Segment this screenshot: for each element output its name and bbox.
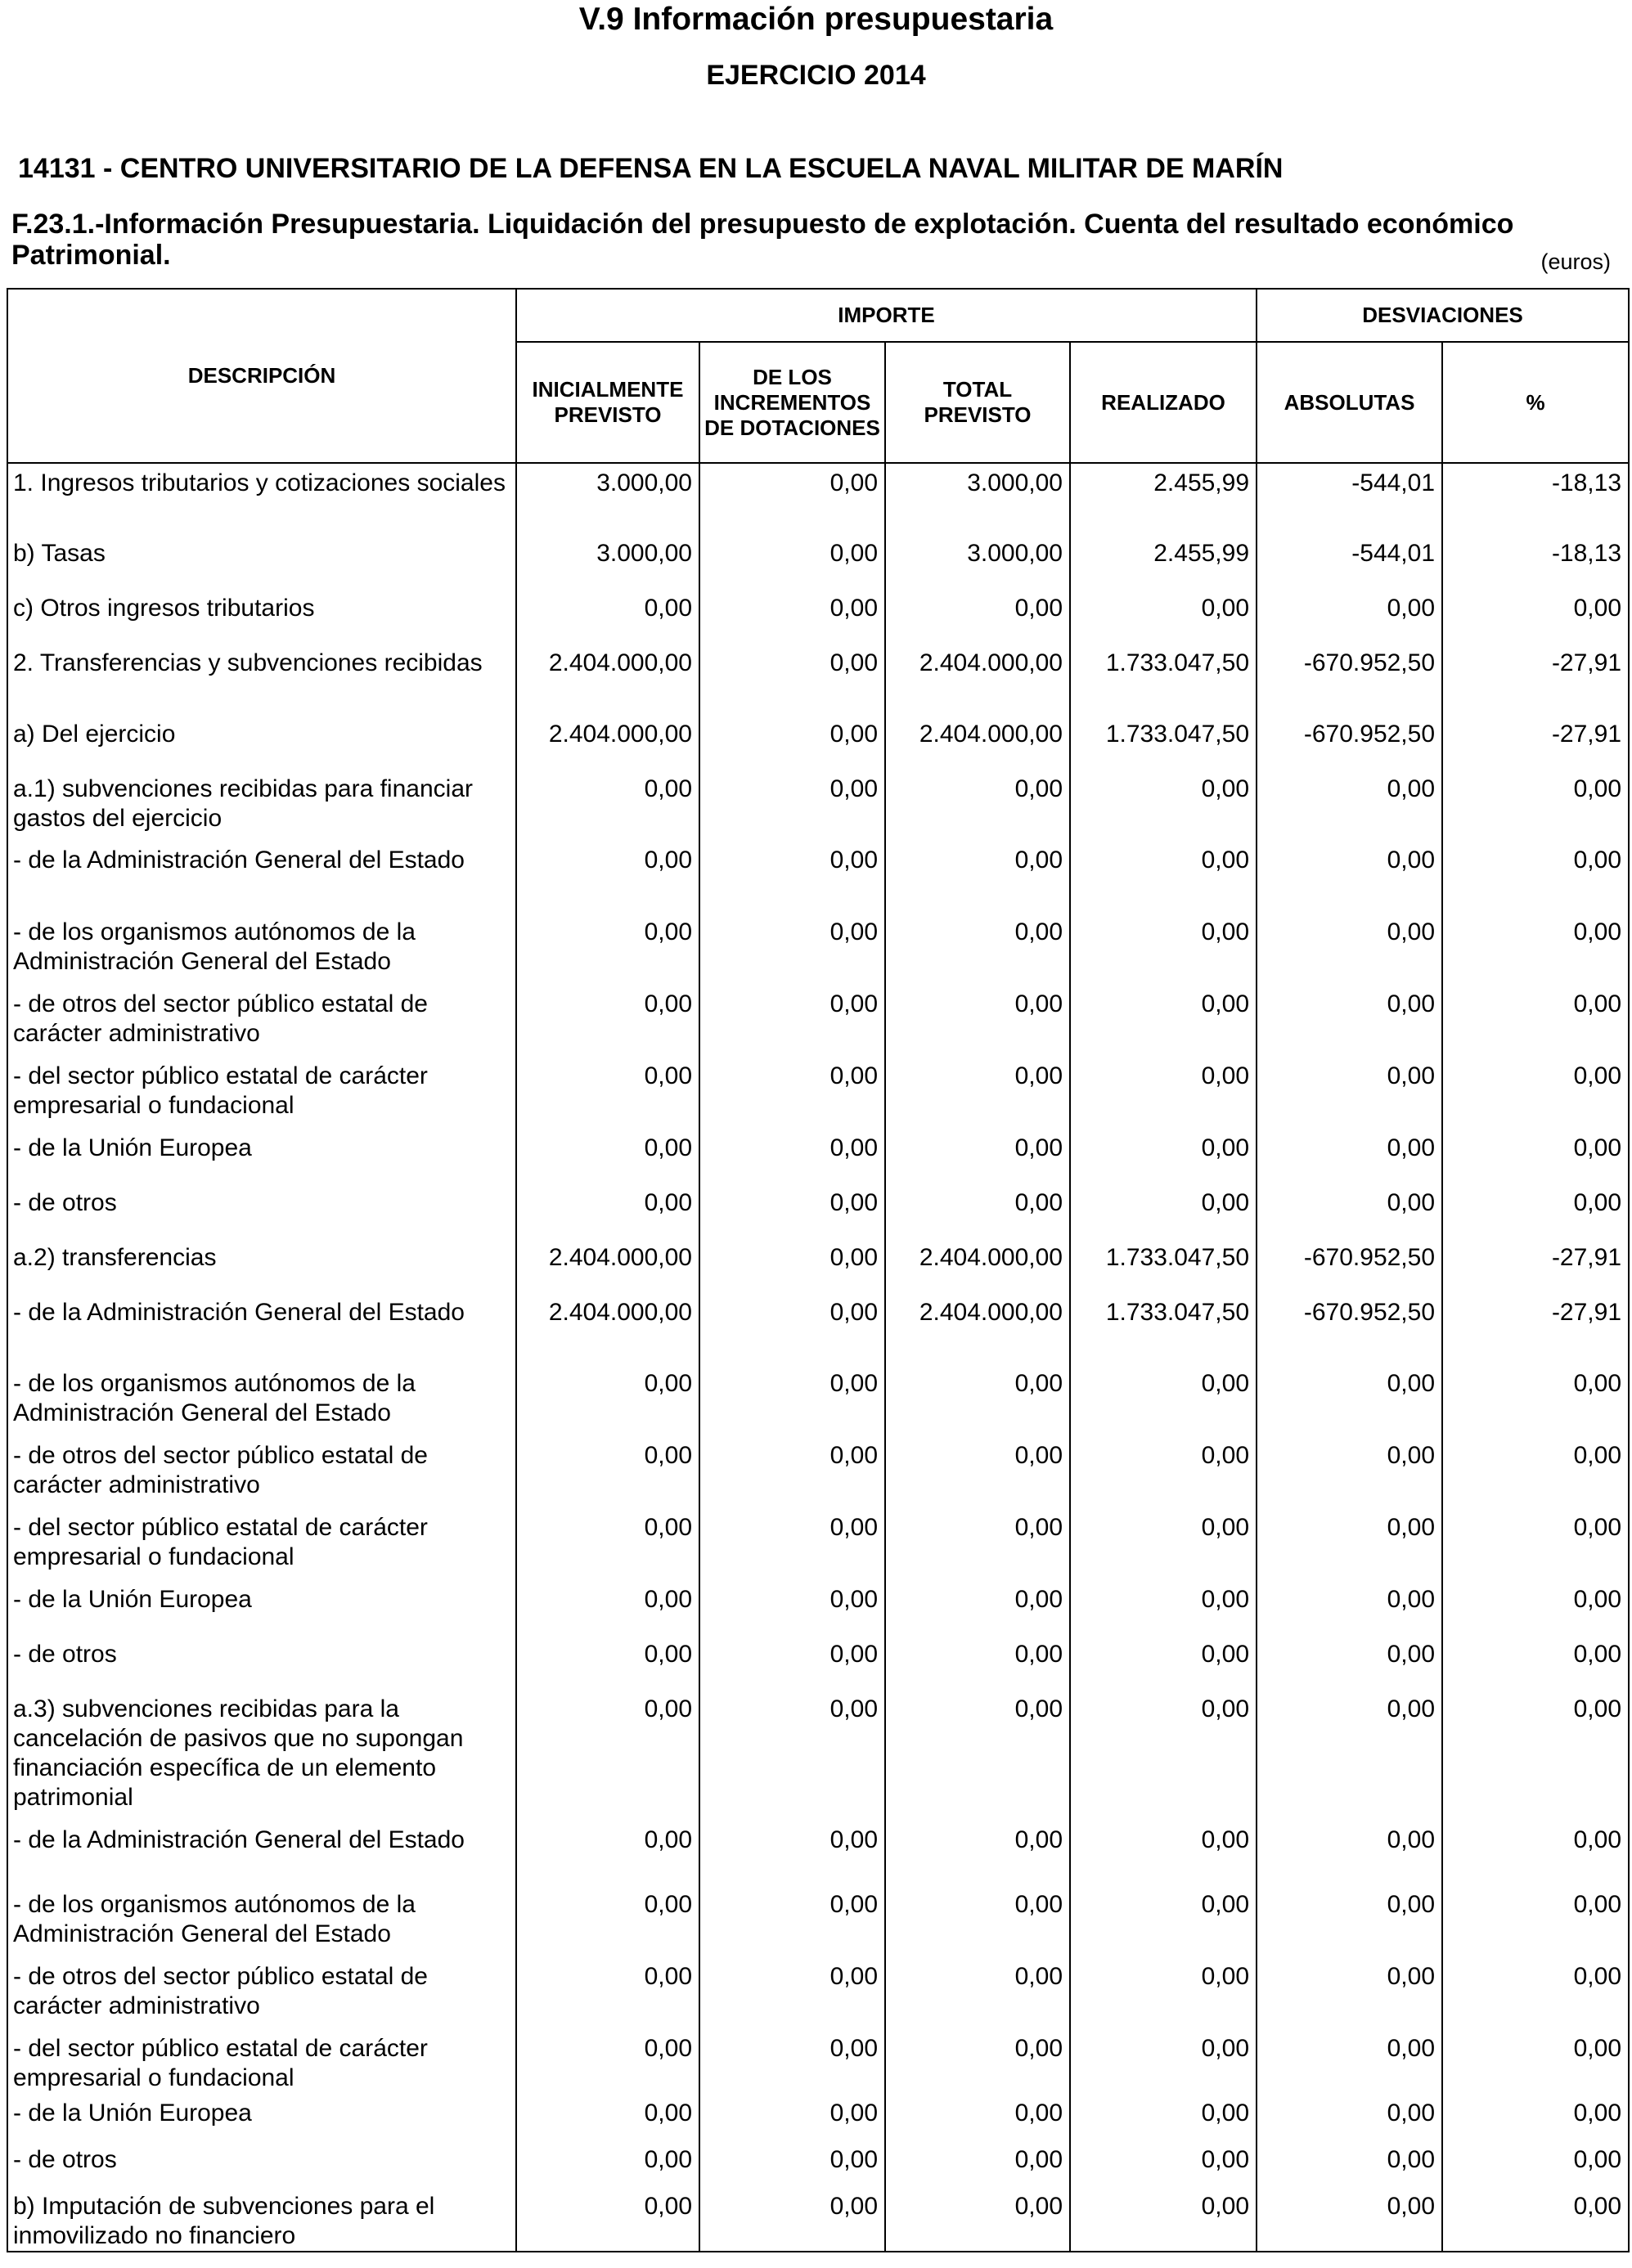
table-row xyxy=(7,770,1629,841)
table-row xyxy=(7,1364,1629,1436)
cell-absolutas: 0,00 xyxy=(1257,770,1442,841)
cell-incrementos: 0,00 xyxy=(699,589,885,644)
row-description: 1. Ingresos tributarios y cotizaciones sociales xyxy=(7,463,516,534)
cell-realizado: 0,00 xyxy=(1070,1821,1257,1885)
cell-pct: 0,00 xyxy=(1442,1436,1629,1508)
fiscal-year-subtitle: EJERCICIO 2014 xyxy=(706,60,926,91)
cell-total: 0,00 xyxy=(885,1821,1070,1885)
table-row xyxy=(7,1508,1629,1580)
cell-total: 0,00 xyxy=(885,1129,1070,1183)
cell-realizado: 0,00 xyxy=(1070,913,1257,985)
cell-total: 0,00 xyxy=(885,1580,1070,1635)
cell-total: 0,00 xyxy=(885,2187,1070,2252)
cell-incrementos: 0,00 xyxy=(699,1293,885,1364)
table-row xyxy=(7,2140,1629,2187)
cell-inicial: 0,00 xyxy=(516,913,699,985)
budget-table xyxy=(7,288,1630,2252)
cell-total: 0,00 xyxy=(885,1690,1070,1821)
cell-pct: -27,91 xyxy=(1442,1238,1629,1293)
cell-inicial: 0,00 xyxy=(516,1957,699,2029)
cell-realizado: 0,00 xyxy=(1070,1364,1257,1436)
cell-pct: 0,00 xyxy=(1442,1821,1629,1885)
cell-incrementos: 0,00 xyxy=(699,913,885,985)
row-description: - de la Unión Europea xyxy=(7,1580,516,1635)
cell-realizado: 0,00 xyxy=(1070,841,1257,913)
table-row xyxy=(7,2094,1629,2140)
row-description: - de la Unión Europea xyxy=(7,1129,516,1183)
table-row xyxy=(7,1821,1629,1885)
header-total-previsto: TOTAL PREVISTO xyxy=(885,342,1070,463)
cell-absolutas: 0,00 xyxy=(1257,1957,1442,2029)
table-row xyxy=(7,2187,1629,2252)
cell-total: 0,00 xyxy=(885,1508,1070,1580)
cell-incrementos: 0,00 xyxy=(699,2029,885,2094)
cell-absolutas: 0,00 xyxy=(1257,1057,1442,1129)
table-row xyxy=(7,463,1629,534)
cell-incrementos: 0,00 xyxy=(699,1821,885,1885)
cell-pct: 0,00 xyxy=(1442,1183,1629,1238)
cell-inicial: 3.000,00 xyxy=(516,463,699,534)
cell-pct: 0,00 xyxy=(1442,913,1629,985)
row-description: - de otros del sector público estatal de carácter administrativo xyxy=(7,1957,516,2029)
cell-absolutas: -544,01 xyxy=(1257,463,1442,534)
row-description: b) Imputación de subvenciones para el inmovilizado no financiero xyxy=(7,2187,516,2252)
cell-total: 0,00 xyxy=(885,913,1070,985)
cell-total: 0,00 xyxy=(885,1436,1070,1508)
cell-pct: 0,00 xyxy=(1442,1580,1629,1635)
cell-absolutas: 0,00 xyxy=(1257,1364,1442,1436)
table-body xyxy=(7,463,1629,2252)
cell-incrementos: 0,00 xyxy=(699,2140,885,2187)
table-row xyxy=(7,534,1629,589)
cell-absolutas: 0,00 xyxy=(1257,1635,1442,1690)
table-row xyxy=(7,1183,1629,1238)
row-description: - de otros del sector público estatal de carácter administrativo xyxy=(7,1436,516,1508)
cell-absolutas: 0,00 xyxy=(1257,589,1442,644)
row-description: b) Tasas xyxy=(7,534,516,589)
cell-absolutas: -670.952,50 xyxy=(1257,1238,1442,1293)
cell-absolutas: 0,00 xyxy=(1257,1821,1442,1885)
cell-absolutas: 0,00 xyxy=(1257,2029,1442,2094)
cell-pct: -18,13 xyxy=(1442,534,1629,589)
row-description: - de otros xyxy=(7,1635,516,1690)
cell-inicial: 0,00 xyxy=(516,589,699,644)
cell-realizado: 0,00 xyxy=(1070,1885,1257,1957)
cell-absolutas: 0,00 xyxy=(1257,1508,1442,1580)
header-desviaciones: DESVIACIONES xyxy=(1257,289,1629,342)
row-description: - de los organismos autónomos de la Administración General del Estado xyxy=(7,1364,516,1436)
cell-total: 3.000,00 xyxy=(885,463,1070,534)
header-inicialmente-previsto: INICIALMENTE PREVISTO xyxy=(516,342,699,463)
header-percent: % xyxy=(1442,342,1629,463)
cell-total: 2.404.000,00 xyxy=(885,644,1070,715)
cell-pct: 0,00 xyxy=(1442,2029,1629,2094)
cell-realizado: 0,00 xyxy=(1070,1635,1257,1690)
table-row xyxy=(7,1238,1629,1293)
cell-inicial: 0,00 xyxy=(516,1580,699,1635)
cell-realizado: 0,00 xyxy=(1070,2140,1257,2187)
form-title: F.23.1.-Información Presupuestaria. Liquidación del presupuesto de explotación. Cuenta del resultado económico Patrimonial. xyxy=(11,209,1514,271)
cell-pct: 0,00 xyxy=(1442,1129,1629,1183)
cell-incrementos: 0,00 xyxy=(699,770,885,841)
entity-heading: 14131 - CENTRO UNIVERSITARIO DE LA DEFENSA EN LA ESCUELA NAVAL MILITAR DE MARÍN xyxy=(18,153,1284,184)
cell-realizado: 0,00 xyxy=(1070,1690,1257,1821)
table-row xyxy=(7,1635,1629,1690)
cell-incrementos: 0,00 xyxy=(699,841,885,913)
row-description: - de otros del sector público estatal de carácter administrativo xyxy=(7,985,516,1057)
cell-realizado: 0,00 xyxy=(1070,1580,1257,1635)
cell-inicial: 3.000,00 xyxy=(516,534,699,589)
cell-total: 2.404.000,00 xyxy=(885,1293,1070,1364)
header-realizado: REALIZADO xyxy=(1070,342,1257,463)
cell-total: 3.000,00 xyxy=(885,534,1070,589)
cell-pct: 0,00 xyxy=(1442,770,1629,841)
cell-incrementos: 0,00 xyxy=(699,1690,885,1821)
cell-absolutas: 0,00 xyxy=(1257,2187,1442,2252)
cell-absolutas: 0,00 xyxy=(1257,2140,1442,2187)
table-row xyxy=(7,1690,1629,1821)
cell-pct: 0,00 xyxy=(1442,1635,1629,1690)
cell-realizado: 0,00 xyxy=(1070,770,1257,841)
cell-inicial: 0,00 xyxy=(516,1129,699,1183)
cell-absolutas: 0,00 xyxy=(1257,1129,1442,1183)
cell-inicial: 2.404.000,00 xyxy=(516,644,699,715)
cell-total: 0,00 xyxy=(885,985,1070,1057)
cell-incrementos: 0,00 xyxy=(699,715,885,770)
cell-total: 0,00 xyxy=(885,589,1070,644)
table-row xyxy=(7,1885,1629,1957)
cell-pct: 0,00 xyxy=(1442,841,1629,913)
cell-absolutas: -670.952,50 xyxy=(1257,715,1442,770)
cell-incrementos: 0,00 xyxy=(699,1635,885,1690)
cell-inicial: 0,00 xyxy=(516,1364,699,1436)
table-row xyxy=(7,913,1629,985)
cell-realizado: 2.455,99 xyxy=(1070,534,1257,589)
cell-total: 2.404.000,00 xyxy=(885,715,1070,770)
cell-realizado: 1.733.047,50 xyxy=(1070,644,1257,715)
table-row xyxy=(7,715,1629,770)
cell-pct: 0,00 xyxy=(1442,2187,1629,2252)
cell-inicial: 0,00 xyxy=(516,770,699,841)
cell-pct: 0,00 xyxy=(1442,1364,1629,1436)
table-row xyxy=(7,1957,1629,2029)
table-row xyxy=(7,644,1629,715)
cell-total: 0,00 xyxy=(885,841,1070,913)
row-description: - del sector público estatal de carácter empresarial o fundacional xyxy=(7,2029,516,2094)
cell-absolutas: -670.952,50 xyxy=(1257,644,1442,715)
cell-pct: 0,00 xyxy=(1442,1508,1629,1580)
table-row xyxy=(7,985,1629,1057)
cell-inicial: 0,00 xyxy=(516,2029,699,2094)
row-description: - de los organismos autónomos de la Administración General del Estado xyxy=(7,1885,516,1957)
cell-pct: 0,00 xyxy=(1442,1957,1629,2029)
row-description: a.1) subvenciones recibidas para financiar gastos del ejercicio xyxy=(7,770,516,841)
cell-realizado: 0,00 xyxy=(1070,1957,1257,2029)
row-description: - de otros xyxy=(7,1183,516,1238)
cell-incrementos: 0,00 xyxy=(699,644,885,715)
cell-absolutas: 0,00 xyxy=(1257,1885,1442,1957)
cell-inicial: 0,00 xyxy=(516,1885,699,1957)
cell-total: 2.404.000,00 xyxy=(885,1238,1070,1293)
cell-pct: 0,00 xyxy=(1442,1690,1629,1821)
cell-total: 0,00 xyxy=(885,2094,1070,2140)
cell-realizado: 0,00 xyxy=(1070,1183,1257,1238)
cell-incrementos: 0,00 xyxy=(699,985,885,1057)
cell-inicial: 0,00 xyxy=(516,1690,699,1821)
cell-total: 0,00 xyxy=(885,2029,1070,2094)
cell-inicial: 0,00 xyxy=(516,2187,699,2252)
cell-inicial: 0,00 xyxy=(516,1057,699,1129)
table-row xyxy=(7,1436,1629,1508)
table-row xyxy=(7,2029,1629,2094)
cell-incrementos: 0,00 xyxy=(699,1129,885,1183)
row-description: a.3) subvenciones recibidas para la cancelación de pasivos que no supongan financiación específica de un elemento patrimonial xyxy=(7,1690,516,1821)
cell-pct: 0,00 xyxy=(1442,1885,1629,1957)
cell-absolutas: 0,00 xyxy=(1257,913,1442,985)
cell-absolutas: 0,00 xyxy=(1257,1580,1442,1635)
cell-total: 0,00 xyxy=(885,1183,1070,1238)
table-row xyxy=(7,1580,1629,1635)
cell-incrementos: 0,00 xyxy=(699,1508,885,1580)
cell-pct: -27,91 xyxy=(1442,715,1629,770)
cell-incrementos: 0,00 xyxy=(699,1364,885,1436)
cell-pct: 0,00 xyxy=(1442,1057,1629,1129)
cell-realizado: 0,00 xyxy=(1070,1057,1257,1129)
cell-absolutas: -544,01 xyxy=(1257,534,1442,589)
cell-incrementos: 0,00 xyxy=(699,463,885,534)
cell-inicial: 0,00 xyxy=(516,1436,699,1508)
cell-pct: 0,00 xyxy=(1442,2094,1629,2140)
cell-inicial: 2.404.000,00 xyxy=(516,1293,699,1364)
header-description: DESCRIPCIÓN xyxy=(7,289,516,463)
cell-incrementos: 0,00 xyxy=(699,1057,885,1129)
cell-total: 0,00 xyxy=(885,1057,1070,1129)
cell-absolutas: 0,00 xyxy=(1257,841,1442,913)
cell-inicial: 0,00 xyxy=(516,985,699,1057)
cell-incrementos: 0,00 xyxy=(699,2187,885,2252)
table-row xyxy=(7,589,1629,644)
cell-realizado: 2.455,99 xyxy=(1070,463,1257,534)
table-row xyxy=(7,1057,1629,1129)
cell-realizado: 0,00 xyxy=(1070,1508,1257,1580)
cell-inicial: 2.404.000,00 xyxy=(516,1238,699,1293)
cell-incrementos: 0,00 xyxy=(699,2094,885,2140)
cell-total: 0,00 xyxy=(885,770,1070,841)
cell-inicial: 0,00 xyxy=(516,1821,699,1885)
cell-incrementos: 0,00 xyxy=(699,1580,885,1635)
cell-realizado: 0,00 xyxy=(1070,1436,1257,1508)
table-row xyxy=(7,1129,1629,1183)
row-description: - de los organismos autónomos de la Administración General del Estado xyxy=(7,913,516,985)
header-incrementos-dotaciones: DE LOS INCREMENTOS DE DOTACIONES xyxy=(699,342,885,463)
cell-inicial: 0,00 xyxy=(516,841,699,913)
cell-inicial: 0,00 xyxy=(516,1508,699,1580)
cell-total: 0,00 xyxy=(885,2140,1070,2187)
cell-pct: 0,00 xyxy=(1442,2140,1629,2187)
cell-pct: -18,13 xyxy=(1442,463,1629,534)
row-description: - de la Unión Europea xyxy=(7,2094,516,2140)
cell-absolutas: 0,00 xyxy=(1257,985,1442,1057)
cell-realizado: 1.733.047,50 xyxy=(1070,1238,1257,1293)
cell-inicial: 0,00 xyxy=(516,2094,699,2140)
cell-realizado: 1.733.047,50 xyxy=(1070,715,1257,770)
row-description: - de la Administración General del Estado xyxy=(7,1293,516,1364)
units-label: (euros) xyxy=(1540,249,1611,274)
cell-realizado: 1.733.047,50 xyxy=(1070,1293,1257,1364)
row-description: - del sector público estatal de carácter empresarial o fundacional xyxy=(7,1508,516,1580)
cell-incrementos: 0,00 xyxy=(699,1183,885,1238)
cell-realizado: 0,00 xyxy=(1070,985,1257,1057)
row-description: - de la Administración General del Estado xyxy=(7,841,516,913)
row-description: a) Del ejercicio xyxy=(7,715,516,770)
cell-incrementos: 0,00 xyxy=(699,1885,885,1957)
row-description: a.2) transferencias xyxy=(7,1238,516,1293)
cell-total: 0,00 xyxy=(885,1885,1070,1957)
cell-pct: -27,91 xyxy=(1442,644,1629,715)
row-description: - del sector público estatal de carácter empresarial o fundacional xyxy=(7,1057,516,1129)
cell-absolutas: 0,00 xyxy=(1257,1183,1442,1238)
row-description: c) Otros ingresos tributarios xyxy=(7,589,516,644)
cell-inicial: 0,00 xyxy=(516,1183,699,1238)
row-description: - de otros xyxy=(7,2140,516,2187)
cell-pct: 0,00 xyxy=(1442,985,1629,1057)
page-title: V.9 Información presupuestaria xyxy=(578,2,1054,37)
cell-realizado: 0,00 xyxy=(1070,2187,1257,2252)
cell-incrementos: 0,00 xyxy=(699,1957,885,2029)
cell-absolutas: -670.952,50 xyxy=(1257,1293,1442,1364)
header-importe: IMPORTE xyxy=(516,289,1257,342)
cell-incrementos: 0,00 xyxy=(699,534,885,589)
cell-incrementos: 0,00 xyxy=(699,1238,885,1293)
cell-absolutas: 0,00 xyxy=(1257,2094,1442,2140)
cell-total: 0,00 xyxy=(885,1635,1070,1690)
cell-inicial: 0,00 xyxy=(516,1635,699,1690)
cell-inicial: 2.404.000,00 xyxy=(516,715,699,770)
cell-total: 0,00 xyxy=(885,1364,1070,1436)
cell-pct: -27,91 xyxy=(1442,1293,1629,1364)
cell-incrementos: 0,00 xyxy=(699,1436,885,1508)
cell-absolutas: 0,00 xyxy=(1257,1690,1442,1821)
header-absolutas: ABSOLUTAS xyxy=(1257,342,1442,463)
cell-realizado: 0,00 xyxy=(1070,1129,1257,1183)
cell-realizado: 0,00 xyxy=(1070,2029,1257,2094)
cell-inicial: 0,00 xyxy=(516,2140,699,2187)
cell-total: 0,00 xyxy=(885,1957,1070,2029)
row-description: - de la Administración General del Estado xyxy=(7,1821,516,1885)
cell-absolutas: 0,00 xyxy=(1257,1436,1442,1508)
cell-realizado: 0,00 xyxy=(1070,2094,1257,2140)
row-description: 2. Transferencias y subvenciones recibidas xyxy=(7,644,516,715)
table-row xyxy=(7,841,1629,913)
table-row xyxy=(7,1293,1629,1364)
cell-realizado: 0,00 xyxy=(1070,589,1257,644)
cell-pct: 0,00 xyxy=(1442,589,1629,644)
